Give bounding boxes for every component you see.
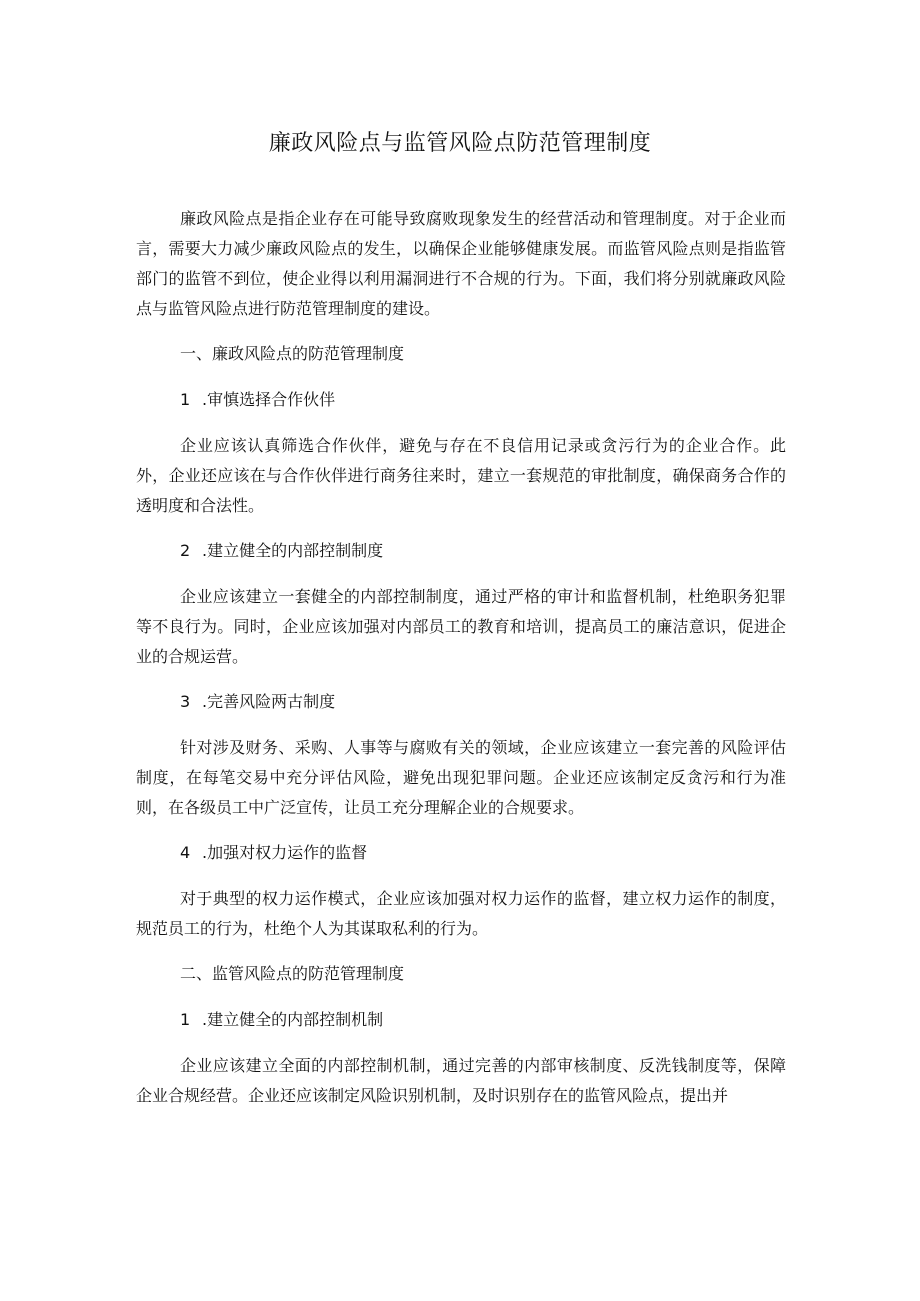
subsection-title: .建立健全的内部控制制度 bbox=[202, 541, 384, 560]
subsection-heading bbox=[136, 1005, 786, 1035]
subsection-number: 1 bbox=[180, 1010, 191, 1029]
subsection-heading bbox=[136, 687, 786, 717]
subsection-number: 1 bbox=[180, 390, 191, 409]
subsection-heading bbox=[136, 536, 786, 566]
body-paragraph: 针对涉及财务、采购、人事等与腐败有关的领域，企业应该建立一套完善的风险评估制度，在每笔交易中充分评估风险，避免出现犯罪问题。企业还应该制定反贪污和行为准则，在各级员工中广泛宣传，让员工充分理解企业的合规要求。 bbox=[136, 738, 786, 817]
body-paragraph: 企业应该建立全面的内部控制机制，通过完善的内部审核制度、反洗钱制度等，保障企业合规经营。企业还应该制定风险识别机制，及时识别存在的监管风险点，提出并 bbox=[136, 1056, 786, 1105]
section-heading: 一、廉政风险点的防范管理制度 bbox=[180, 344, 405, 363]
subsection-number: 2 bbox=[180, 541, 191, 560]
subsection-heading bbox=[136, 385, 786, 415]
body-paragraph: 企业应该认真筛选合作伙伴，避免与存在不良信用记录或贪污行为的企业合作。此外，企业还应该在与合作伙伴进行商务往来时，建立一套规范的审批制度，确保商务合作的透明度和合法性。 bbox=[136, 436, 786, 515]
subsection-title: .完善风险两古制度 bbox=[202, 692, 336, 711]
subsection-number: 4 bbox=[180, 843, 191, 862]
subsection-title: .审慎选择合作伙伴 bbox=[202, 390, 336, 409]
intro-paragraph: 廉政风险点是指企业存在可能导致腐败现象发生的经营活动和管理制度。对于企业而言，需要大力减少廉政风险点的发生，以确保企业能够健康发展。而监管风险点则是指监管部门的监管不到位，使企业得以利用漏洞进行不合规的行为。下面，我们将分别就廉政风险点与监管风险点进行防范管理制度的建设。 bbox=[136, 209, 786, 318]
body-paragraph: 对于典型的权力运作模式，企业应该加强对权力运作的监督，建立权力运作的制度，规范员工的行为，杜绝个人为其谋取私利的行为。 bbox=[136, 889, 786, 938]
subsection-title: .建立健全的内部控制机制 bbox=[202, 1010, 384, 1029]
section-heading: 二、监管风险点的防范管理制度 bbox=[180, 964, 405, 983]
document-body bbox=[136, 204, 786, 1126]
document-title: 廉政风险点与监管风险点防范管理制度 bbox=[268, 131, 652, 156]
body-paragraph: 企业应该建立一套健全的内部控制制度，通过严格的审计和监督机制，杜绝职务犯罪等不良行为。同时，企业应该加强对内部员工的教育和培训，提高员工的廉洁意识，促进企业的合规运营。 bbox=[136, 587, 786, 666]
subsection-number: 3 bbox=[180, 692, 191, 711]
subsection-title: .加强对权力运作的监督 bbox=[202, 843, 368, 862]
subsection-heading bbox=[136, 838, 786, 868]
